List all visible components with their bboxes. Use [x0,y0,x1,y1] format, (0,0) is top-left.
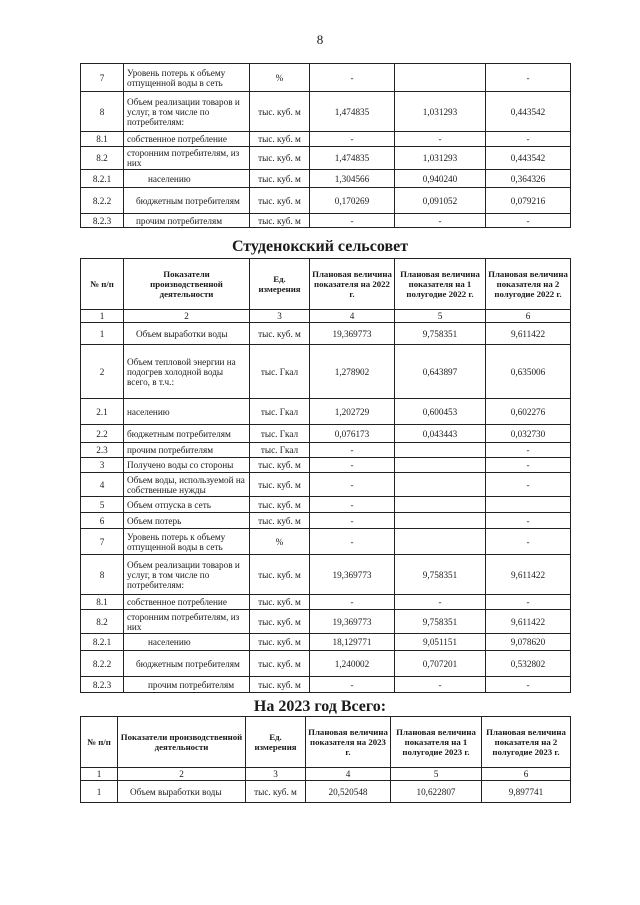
plan-year-value: - [310,132,395,147]
column-number: 2 [118,768,246,781]
indicator-name: сторонним потребителям, из них [124,610,250,634]
row-number: 8.1 [81,595,124,610]
row-number: 8.2.2 [81,188,124,214]
unit-cell: тыс. Гкал [250,345,310,399]
studenok-table [80,258,571,693]
page-number: 8 [316,32,324,47]
plan-half2-value: - [486,64,571,92]
plan-half2-value: 9,611422 [486,555,571,595]
row-number: 8.2 [81,610,124,634]
plan-half2-value: 9,897741 [482,781,571,803]
row-number: 8.1 [81,132,124,147]
indicator-name: Объем выработки воды [124,323,250,345]
plan-half1-value: 0,043443 [395,425,486,443]
plan-year-value: - [310,473,395,497]
indicator-name: сторонним потребителям, из них [124,147,250,170]
plan-half1-value: - [395,214,486,228]
plan-year-value: - [310,529,395,555]
indicator-name: прочим потребителям [124,677,250,693]
column-number-row [81,310,571,323]
plan-year-value: - [310,458,395,473]
row-number: 2.1 [81,399,124,425]
plan-year-value: - [310,443,395,458]
plan-half2-value: 0,079216 [486,188,571,214]
table-row [81,345,571,399]
header-plan-half1: Плановая величина показателя на 1 полугодие 2023 г. [391,717,482,768]
unit-cell: тыс. куб. м [250,458,310,473]
unit-cell: % [250,529,310,555]
plan-half2-value: - [486,458,571,473]
row-number: 8.2.2 [81,651,124,677]
header-plan-half2: Плановая величина показателя на 2 полугодие 2022 г. [486,259,571,310]
row-number: 8.2 [81,147,124,170]
column-number: 5 [391,768,482,781]
plan-half1-value [395,458,486,473]
indicator-name: Уровень потерь к объему отпущенной воды в сеть [124,64,250,92]
table-row [81,443,571,458]
plan-half2-value: 9,611422 [486,323,571,345]
plan-half2-value: 9,611422 [486,610,571,634]
plan-year-value: 1,304566 [310,170,395,188]
indicator-name: Объем реализации товаров и услуг, в том числе по потребителям: [124,92,250,132]
row-number: 2 [81,345,124,399]
plan-year-value: - [310,677,395,693]
indicator-name: прочим потребителям [124,443,250,458]
plan-year-value: - [310,214,395,228]
plan-half1-value: 10,622807 [391,781,482,803]
header-unit: Ед. измерения [250,259,310,310]
unit-cell: тыс. куб. м [250,147,310,170]
row-number: 1 [81,781,118,803]
indicator-name: Объем реализации товаров и услуг, в том числе по потребителям: [124,555,250,595]
section-heading-2023: На 2023 год Всего: [253,698,387,715]
indicator-name: бюджетным потребителям [124,188,250,214]
table-row [81,677,571,693]
plan-half2-value: - [486,677,571,693]
plan-half2-value: - [486,443,571,458]
unit-cell: тыс. Гкал [250,425,310,443]
table-row [81,513,571,529]
table-row [81,188,571,214]
table-header-row [81,717,571,768]
header-indicator: Показатели производственной деятельности [124,259,250,310]
plan-half2-value: - [486,132,571,147]
plan-half1-value: 0,707201 [395,651,486,677]
plan-half1-value: 0,643897 [395,345,486,399]
plan-year-value: 1,240002 [310,651,395,677]
indicator-name: бюджетным потребителям [124,425,250,443]
indicator-name: населению [124,170,250,188]
column-number: 4 [310,310,395,323]
table-row [81,595,571,610]
plan-half1-value: 9,051151 [395,634,486,651]
table-row [81,555,571,595]
header-indicator: Показатели производственной деятельности [118,717,246,768]
row-number: 8.2.1 [81,634,124,651]
table-row [81,425,571,443]
plan-year-value: - [310,497,395,513]
table-row [81,651,571,677]
plan-half2-value: 0,635006 [486,345,571,399]
unit-cell: тыс. куб. м [250,323,310,345]
row-number: 7 [81,529,124,555]
plan-half2-value: - [486,595,571,610]
row-number: 4 [81,473,124,497]
column-number: 6 [486,310,571,323]
plan-year-value: 19,369773 [310,323,395,345]
plan-year-value: 1,474835 [310,147,395,170]
plan-half1-value: 0,091052 [395,188,486,214]
indicator-name: Объем потерь [124,513,250,529]
unit-cell: тыс. куб. м [250,595,310,610]
plan-year-value: 0,170269 [310,188,395,214]
row-number: 8.2.3 [81,214,124,228]
plan-half2-value: 0,602276 [486,399,571,425]
table-row [81,170,571,188]
column-number: 5 [395,310,486,323]
plan-half2-value: 0,364326 [486,170,571,188]
column-number-row [81,768,571,781]
plan-half2-value: 0,443542 [486,147,571,170]
plan-year-value: - [310,595,395,610]
table-row [81,214,571,228]
table-row [81,634,571,651]
top-continuation-table [80,63,571,228]
plan-year-value: 20,520548 [306,781,391,803]
plan-year-value: 1,474835 [310,92,395,132]
plan-year-value: 1,202729 [310,399,395,425]
indicator-name: населению [124,634,250,651]
indicator-name: собственное потребление [124,595,250,610]
plan-half1-value [395,443,486,458]
header-plan-year: Плановая величина показателя на 2023 г. [306,717,391,768]
table-header-row [81,259,571,310]
header-plan-half2: Плановая величина показателя на 2 полугодие 2023 г. [482,717,571,768]
row-number: 8.2.3 [81,677,124,693]
indicator-name: бюджетным потребителям [124,651,250,677]
row-number: 6 [81,513,124,529]
row-number: 8.2.1 [81,170,124,188]
header-plan-half1: Плановая величина показателя на 1 полугодие 2022 г. [395,259,486,310]
plan-half2-value: 0,443542 [486,92,571,132]
row-number: 8 [81,555,124,595]
table-row [81,147,571,170]
unit-cell: тыс. куб. м [250,497,310,513]
plan-half2-value: - [486,513,571,529]
plan-year-value: 0,076173 [310,425,395,443]
plan-half2-value: 0,032730 [486,425,571,443]
plan-half1-value: - [395,132,486,147]
unit-cell: тыс. куб. м [250,188,310,214]
plan-year-value: - [310,513,395,529]
indicator-name: Объем воды, используемой на собственные нужды [124,473,250,497]
plan-half2-value: 0,532802 [486,651,571,677]
plan-half1-value [395,64,486,92]
indicator-name: Объем отпуска в сеть [124,497,250,513]
unit-cell: тыс. куб. м [250,473,310,497]
plan-half1-value: 1,031293 [395,147,486,170]
row-number: 1 [81,323,124,345]
section-heading-studenok: Студенокский сельсовет [231,238,409,255]
plan-year-value: 19,369773 [310,555,395,595]
row-number: 3 [81,458,124,473]
unit-cell: тыс. куб. м [250,634,310,651]
plan-half1-value: 1,031293 [395,92,486,132]
plan-half1-value [395,529,486,555]
plan-half2-value: 9,078620 [486,634,571,651]
plan-half2-value: - [486,529,571,555]
indicator-name: прочим потребителям [124,214,250,228]
unit-cell: тыс. куб. м [250,170,310,188]
indicator-name: Получено воды со стороны [124,458,250,473]
table-row [81,323,571,345]
header-number: № п/п [81,259,124,310]
table-row [81,781,571,803]
column-number: 1 [81,310,124,323]
plan-year-value: 1,278902 [310,345,395,399]
row-number: 7 [81,64,124,92]
table-row [81,132,571,147]
table-row [81,64,571,92]
header-plan-year: Плановая величина показателя на 2022 г. [310,259,395,310]
plan-half1-value: 9,758351 [395,610,486,634]
plan-half2-value [486,497,571,513]
plan-half1-value [395,497,486,513]
unit-cell: тыс. куб. м [250,92,310,132]
year-2023-table [80,716,571,803]
indicator-name: Уровень потерь к объему отпущенной воды в сеть [124,529,250,555]
table-row [81,497,571,513]
indicator-name: населению [124,399,250,425]
plan-half1-value: - [395,595,486,610]
plan-half1-value: - [395,677,486,693]
plan-half1-value [395,473,486,497]
plan-year-value: - [310,64,395,92]
column-number: 6 [482,768,571,781]
unit-cell: тыс. куб. м [250,214,310,228]
column-number: 2 [124,310,250,323]
indicator-name: собственное потребление [124,132,250,147]
table-row [81,610,571,634]
plan-half2-value: - [486,214,571,228]
unit-cell: тыс. куб. м [250,677,310,693]
plan-half1-value: 0,600453 [395,399,486,425]
table-row [81,529,571,555]
header-number: № п/п [81,717,118,768]
unit-cell: тыс. куб. м [250,132,310,147]
plan-year-value: 18,129771 [310,634,395,651]
plan-half2-value: - [486,473,571,497]
header-unit: Ед. измерения [246,717,306,768]
unit-cell: тыс. куб. м [250,513,310,529]
plan-half1-value [395,513,486,529]
column-number: 3 [250,310,310,323]
column-number: 4 [306,768,391,781]
row-number: 5 [81,497,124,513]
table-row [81,458,571,473]
column-number: 3 [246,768,306,781]
table-row [81,473,571,497]
table-row [81,399,571,425]
plan-half1-value: 9,758351 [395,555,486,595]
unit-cell: тыс. куб. м [246,781,306,803]
unit-cell: % [250,64,310,92]
plan-half1-value: 9,758351 [395,323,486,345]
plan-half1-value: 0,940240 [395,170,486,188]
column-number: 1 [81,768,118,781]
row-number: 8 [81,92,124,132]
unit-cell: тыс. куб. м [250,651,310,677]
unit-cell: тыс. куб. м [250,610,310,634]
indicator-name: Объем тепловой энергии на подогрев холодной воды всего, в т.ч.: [124,345,250,399]
unit-cell: тыс. куб. м [250,555,310,595]
row-number: 2.3 [81,443,124,458]
table-row [81,92,571,132]
plan-year-value: 19,369773 [310,610,395,634]
row-number: 2.2 [81,425,124,443]
indicator-name: Объем выработки воды [118,781,246,803]
unit-cell: тыс. Гкал [250,399,310,425]
unit-cell: тыс. Гкал [250,443,310,458]
